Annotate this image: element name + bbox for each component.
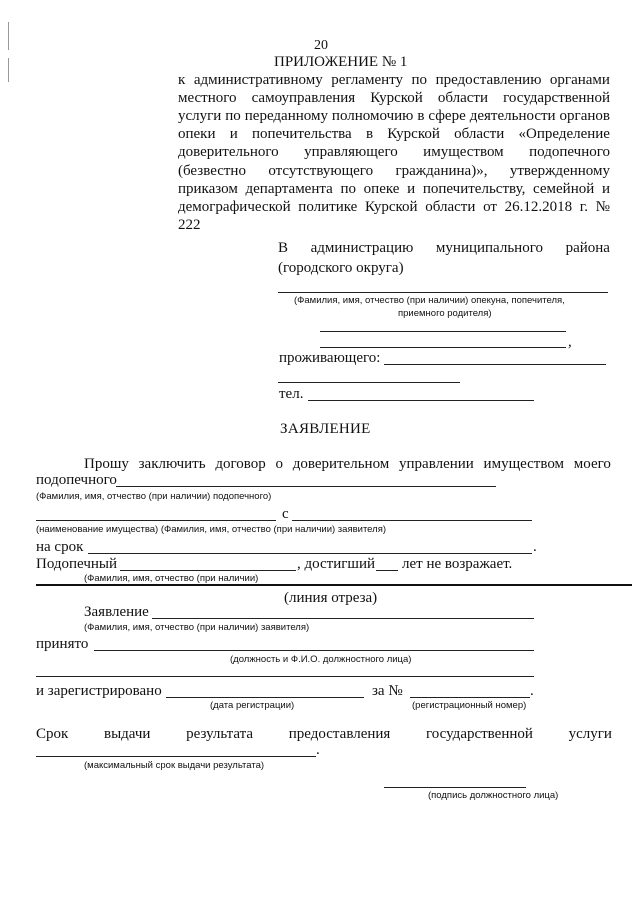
appendix-word: местного: [178, 90, 237, 107]
receipt-applicant-field[interactable]: [152, 618, 534, 619]
reg-date-field[interactable]: [166, 697, 364, 698]
with-label: с: [282, 506, 289, 522]
appendix-word: доверительного: [178, 144, 279, 161]
comma: ,: [568, 334, 572, 350]
caption-guardian-2: приемного родителя): [398, 308, 492, 319]
number-label: за №: [372, 683, 403, 699]
addressee-line-2: (городского округа): [278, 260, 404, 276]
appendix-line: [178, 163, 610, 180]
address-field[interactable]: [384, 364, 606, 365]
max-term-field[interactable]: [36, 756, 316, 757]
official-field[interactable]: [94, 650, 534, 651]
address-field-2[interactable]: [278, 382, 460, 383]
appendix-word: в: [417, 108, 425, 125]
guardian-name-field-2[interactable]: [320, 331, 566, 332]
number-end: .: [530, 683, 534, 699]
appendix-word: и: [407, 180, 416, 197]
appendix-word: административному: [193, 72, 323, 88]
appendix-word: №: [595, 198, 610, 215]
appendix-word: управляющего: [304, 144, 398, 161]
appendix-word: услуги: [178, 108, 222, 125]
appendix-word: полномочию: [331, 108, 414, 125]
accepted-label: принято: [36, 636, 89, 652]
appendix-title: ПРИЛОЖЕНИЕ № 1: [274, 54, 408, 70]
appendix-word: попечительству,: [422, 180, 526, 197]
appendix-line: [178, 199, 610, 216]
caption-signature: (подпись должностного лица): [428, 790, 559, 801]
guardian-name-field-3[interactable]: [320, 347, 566, 348]
appendix-word: подопечного: [529, 144, 610, 161]
appendix-line: [178, 144, 610, 161]
caption-max-term: (максимальный срок выдачи результата): [84, 760, 265, 771]
appendix-word: по: [225, 108, 241, 125]
caption-reg-date: (дата регистрации): [210, 700, 295, 711]
appendix-word: в: [365, 126, 374, 143]
appendix-word: опеки: [178, 126, 216, 143]
appendix-word: имуществом: [423, 144, 504, 161]
appendix-word: политике: [298, 198, 358, 215]
appendix-line: [178, 90, 610, 107]
ward2-label: Подопечный: [36, 556, 118, 572]
appendix-word: деятельности: [469, 108, 556, 125]
signature-field[interactable]: [384, 787, 526, 788]
appendix-word: сфере: [428, 108, 466, 125]
appendix-word: Курской: [364, 198, 418, 215]
appendix-word: семейной: [533, 180, 595, 197]
appendix-word: органов: [559, 108, 610, 125]
appendix-word: опеке: [363, 180, 400, 197]
appendix-word: области: [425, 198, 476, 215]
appendix-line: [178, 217, 201, 234]
caption-guardian-1: (Фамилия, имя, отчество (при наличии) опекуна, попечителя,: [294, 295, 565, 306]
property-field[interactable]: [36, 520, 276, 521]
caption-applicant: (Фамилия, имя, отчество (при наличии) заявителя): [84, 622, 310, 633]
appendix-line: [178, 72, 610, 89]
appendix-word: органами: [549, 72, 610, 88]
appendix-word: области: [437, 90, 489, 107]
receipt-statement-label: Заявление: [84, 604, 149, 620]
residing-label: проживающего:: [279, 350, 381, 366]
appendix-word: области: [454, 126, 505, 143]
appendix-word: попечительства: [252, 126, 352, 143]
ward2-name-field[interactable]: [120, 570, 296, 571]
appendix-word: самоуправления: [251, 90, 356, 107]
appendix-word: г.: [579, 198, 588, 215]
phone-label: тел.: [279, 386, 304, 402]
applicant-field[interactable]: [292, 520, 532, 521]
appendix-word: от: [483, 198, 497, 215]
registered-label: и зарегистрировано: [36, 683, 162, 699]
appendix-line: [178, 108, 610, 125]
reached-label: , достигший: [297, 556, 376, 572]
request-line: Прошу заключить договор о доверительном управлении имуществом моего: [84, 456, 611, 472]
deadline-end: .: [316, 742, 320, 758]
deadline-line: Срок выдачи результата предоставления государственной услуги: [36, 726, 612, 742]
appendix-word: Курской: [387, 126, 440, 143]
age-field[interactable]: [376, 570, 398, 571]
appendix-word: по: [340, 180, 356, 197]
term-label: на срок: [36, 539, 84, 555]
appendix-word: и: [229, 126, 238, 143]
appendix-word: 222: [178, 216, 201, 233]
caption-reg-number: (регистрационный номер): [412, 700, 527, 711]
scan-margin-mark: [8, 58, 9, 82]
years-label: лет не возражает.: [402, 556, 513, 572]
phone-field[interactable]: [308, 400, 534, 401]
appendix-word: государственной: [503, 90, 610, 107]
ward-label: подопечного: [36, 472, 117, 488]
official-field-2[interactable]: [36, 676, 534, 677]
guardian-name-field[interactable]: [278, 292, 608, 293]
appendix-word: Курской: [370, 90, 423, 107]
appendix-word: 26.12.2018: [504, 198, 573, 215]
appendix-word: регламенту: [331, 72, 403, 88]
statement-title: ЗАЯВЛЕНИЕ: [280, 421, 371, 437]
reg-number-field[interactable]: [410, 697, 530, 698]
appendix-word: переданному: [244, 108, 328, 125]
scan-margin-mark: [8, 22, 9, 50]
appendix-word: по: [411, 72, 428, 88]
appendix-word: (безвестно: [178, 162, 246, 179]
appendix-word: приказом: [178, 180, 238, 197]
term-end: .: [533, 539, 537, 555]
caption-name: (Фамилия, имя, отчество (при наличии): [84, 573, 259, 584]
caption-ward: (Фамилия, имя, отчество (при наличии) подопечного): [36, 491, 272, 502]
appendix-word: к: [178, 72, 186, 88]
caption-official: (должность и Ф.И.О. должностного лица): [230, 654, 412, 665]
appendix-word: «Определение: [518, 126, 610, 143]
appendix-line: [178, 181, 610, 198]
term-field[interactable]: [88, 553, 532, 554]
ward-name-field[interactable]: [116, 486, 496, 487]
appendix-word: отсутствующего: [268, 162, 374, 179]
addressee-line-1: В администрацию муниципального района: [278, 240, 610, 256]
appendix-word: утвержденному: [509, 162, 610, 179]
cut-line: [36, 584, 632, 586]
appendix-word: предоставлению: [435, 72, 542, 88]
appendix-word: демографической: [178, 198, 291, 215]
appendix-line: [178, 126, 610, 143]
cut-line-label: (линия отреза): [284, 590, 378, 606]
page-number: 20: [314, 38, 328, 53]
appendix-word: департамента: [245, 180, 333, 197]
appendix-word: и: [601, 180, 610, 197]
appendix-word: гражданина)»,: [395, 162, 488, 179]
caption-property: (наименование имущества) (Фамилия, имя, отчество (при наличии) заявителя): [36, 524, 387, 535]
